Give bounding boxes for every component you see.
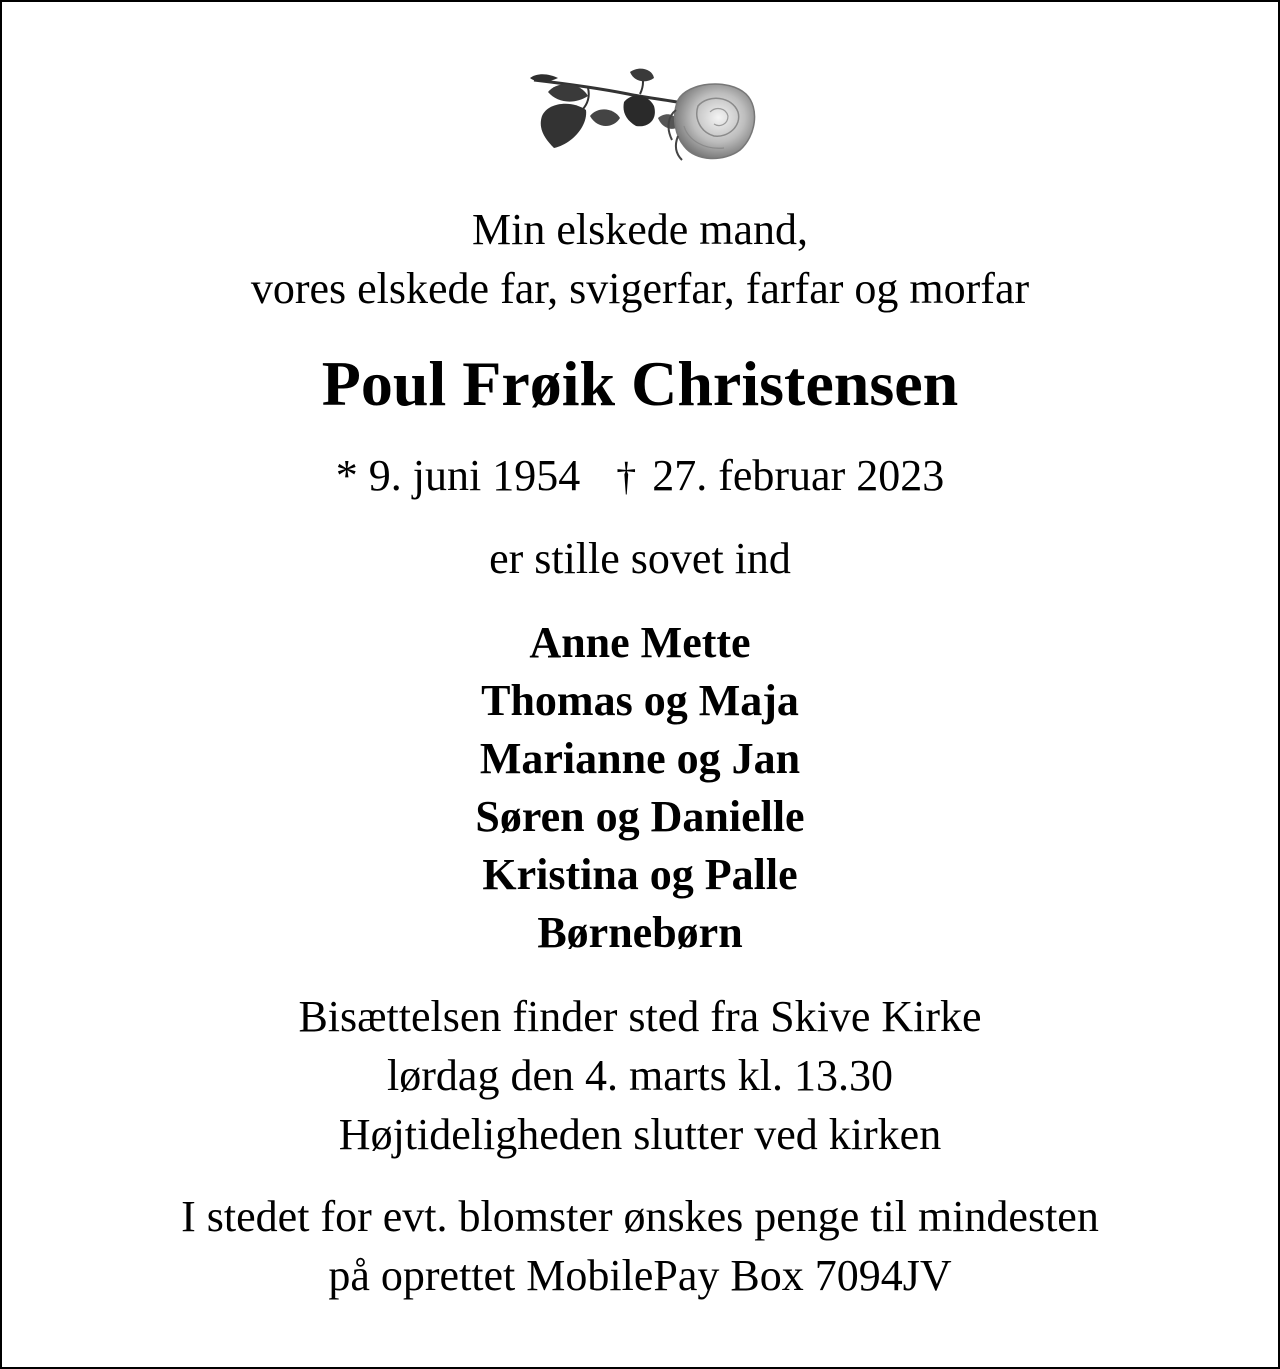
family-name-4: Søren og Danielle	[475, 792, 805, 841]
family-name-2: Thomas og Maja	[481, 676, 799, 725]
family-name-5: Kristina og Palle	[482, 850, 798, 899]
deceased-name: Poul Frøik Christensen	[321, 348, 959, 419]
death-date: 27. februar 2023	[652, 451, 945, 500]
donation-line-1: I stedet for evt. blomster ønskes penge til mindesten	[181, 1192, 1099, 1241]
rose-icon	[528, 66, 760, 164]
donation-line-2: på oprettet MobilePay Box 7094JV	[328, 1251, 952, 1300]
life-dates	[0, 451, 1280, 500]
intro-line-2: vores elskede far, svigerfar, farfar og morfar	[250, 264, 1030, 313]
dagger-symbol: †	[616, 454, 637, 499]
intro-line-1: Min elskede mand,	[471, 205, 809, 254]
family-name-6: Børnebørn	[537, 908, 743, 957]
family-name-1: Anne Mette	[529, 618, 751, 667]
funeral-line-1: Bisættelsen finder sted fra Skive Kirke	[298, 992, 982, 1041]
funeral-line-3: Højtideligheden slutter ved kirken	[338, 1110, 942, 1159]
family-name-3: Marianne og Jan	[479, 734, 801, 783]
subtitle: er stille sovet ind	[489, 534, 791, 583]
birth-date: * 9. juni 1954	[335, 451, 581, 500]
funeral-line-2: lørdag den 4. marts kl. 13.30	[387, 1051, 893, 1100]
